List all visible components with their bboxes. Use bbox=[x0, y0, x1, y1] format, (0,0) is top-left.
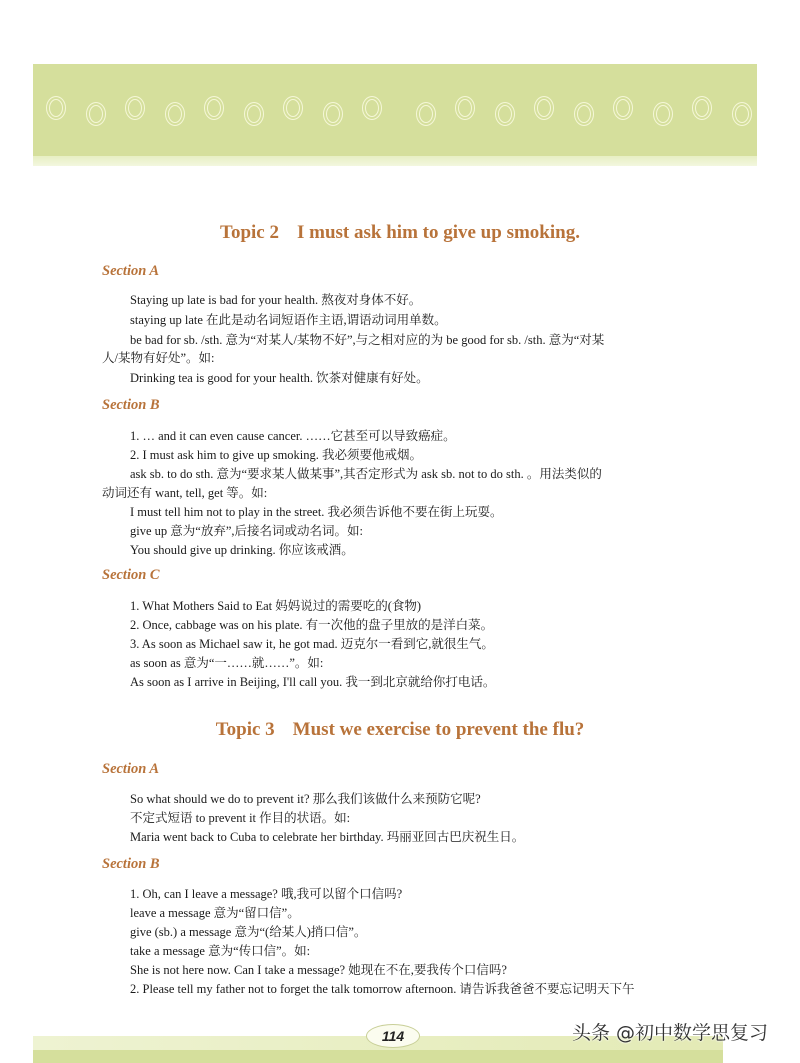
text-line: So what should we do to prevent it? 那么我们该做什么来预防它呢? bbox=[130, 792, 481, 806]
page-number: 114 bbox=[366, 1024, 420, 1048]
ring-icon bbox=[125, 96, 145, 120]
text-line: ask sb. to do sth. 意为“要求某人做某事”,其否定形式为 ask sb. not to do sth. 。用法类似的 bbox=[130, 467, 602, 481]
text-line: 1. Oh, can I leave a message? 哦,我可以留个口信吗? bbox=[130, 887, 403, 901]
text-line: As soon as I arrive in Beijing, I'll call you. 我一到北京就给你打电话。 bbox=[130, 675, 496, 689]
text-line: Staying up late is bad for your health. 熬夜对身体不好。 bbox=[130, 293, 422, 307]
section-label: Section B bbox=[102, 856, 160, 872]
ring-icon bbox=[46, 96, 66, 120]
text-line: take a message 意为“传口信”。如: bbox=[130, 944, 311, 958]
text-line: She is not here now. Can I take a message? 她现在不在,要我传个口信吗? bbox=[130, 963, 507, 977]
text-line: 1. What Mothers Said to Eat 妈妈说过的需要吃的(食物) bbox=[130, 599, 422, 613]
ring-icon bbox=[455, 96, 475, 120]
ring-icon bbox=[534, 96, 554, 120]
text-line: staying up late 在此是动名词短语作主语,谓语动词用单数。 bbox=[130, 313, 447, 327]
text-line: 人/某物有好处”。如: bbox=[102, 351, 215, 365]
header-strip bbox=[33, 156, 757, 166]
watermark: 头条 @初中数学思复习 bbox=[572, 1022, 769, 1044]
section-label: Section A bbox=[102, 761, 160, 777]
ring-icon bbox=[574, 102, 594, 126]
text-line: give (sb.) a message 意为“(给某人)捎口信”。 bbox=[130, 925, 367, 939]
footer-band bbox=[33, 1050, 723, 1063]
topic-3-title bbox=[0, 719, 800, 741]
text-line: Maria went back to Cuba to celebrate her birthday. 玛丽亚回古巴庆祝生日。 bbox=[130, 830, 525, 844]
text-line: Drinking tea is good for your health. 饮茶对健康有好处。 bbox=[130, 371, 429, 385]
ring-icon bbox=[692, 96, 712, 120]
text-line: 2. Please tell my father not to forget the talk tomorrow afternoon. 请告诉我爸爸不要忘记明天下午 bbox=[130, 982, 635, 996]
ring-icon bbox=[165, 102, 185, 126]
ring-icon bbox=[653, 102, 673, 126]
ring-icon bbox=[495, 102, 515, 126]
ring-icon bbox=[362, 96, 382, 120]
topic-2-title bbox=[0, 222, 800, 244]
text-line: 1. … and it can even cause cancer. ……它甚至可以导致癌症。 bbox=[130, 429, 456, 443]
text-line: as soon as 意为“一……就……”。如: bbox=[130, 656, 324, 670]
text-line: 动词还有 want, tell, get 等。如: bbox=[102, 486, 268, 500]
text-line: 不定式短语 to prevent it 作目的状语。如: bbox=[130, 811, 351, 825]
text-line: You should give up drinking. 你应该戒酒。 bbox=[130, 543, 354, 557]
topic-text: I must ask him to give up smoking. bbox=[297, 222, 580, 243]
topic-number: Topic 3 bbox=[215, 719, 275, 740]
section-label: Section B bbox=[102, 397, 160, 413]
ring-icon bbox=[204, 96, 224, 120]
text-line: 2. Once, cabbage was on his plate. 有一次他的盘子里放的是洋白菜。 bbox=[130, 618, 494, 632]
ring-icon bbox=[283, 96, 303, 120]
ring-icon bbox=[416, 102, 436, 126]
text-line: 2. I must ask him to give up smoking. 我必须要他戒烟。 bbox=[130, 448, 423, 462]
topic-number: Topic 2 bbox=[220, 222, 279, 243]
text-line: I must tell him not to play in the street. 我必须告诉他不要在街上玩耍。 bbox=[130, 505, 503, 519]
text-line: give up 意为“放弃”,后接名词或动名词。如: bbox=[130, 524, 363, 538]
section-label: Section A bbox=[102, 263, 160, 279]
section-label: Section C bbox=[102, 567, 160, 583]
ring-icon bbox=[323, 102, 343, 126]
text-line: 3. As soon as Michael saw it, he got mad. 迈克尔一看到它,就很生气。 bbox=[130, 637, 494, 651]
ring-icon bbox=[244, 102, 264, 126]
text-line: leave a message 意为“留口信”。 bbox=[130, 906, 300, 920]
decorative-rings bbox=[28, 92, 768, 138]
topic-text: Must we exercise to prevent the flu? bbox=[292, 719, 585, 740]
ring-icon bbox=[86, 102, 106, 126]
ring-icon bbox=[732, 102, 752, 126]
ring-icon bbox=[613, 96, 633, 120]
text-line: be bad for sb. /sth. 意为“对某人/某物不好”,与之相对应的为 be good for sb. /sth. 意为“对某 bbox=[130, 333, 605, 347]
